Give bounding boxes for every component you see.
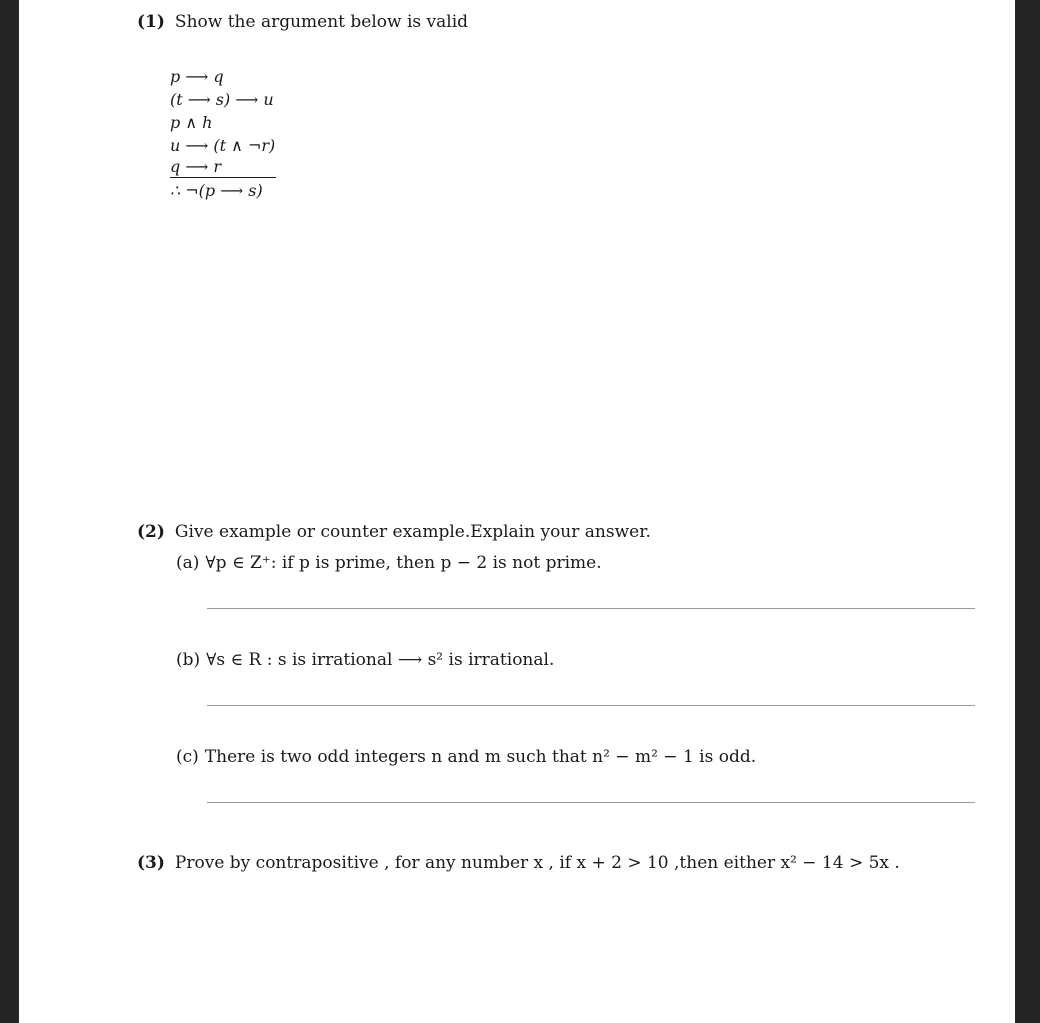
question-2 (137, 522, 651, 542)
question-2-text: Give example or counter example.Explain your answer. (174, 522, 651, 542)
question-3-number: (3) (137, 853, 165, 873)
question-1 (137, 12, 468, 32)
question-2a-label: (a) (176, 553, 200, 573)
premise-4: u ⟶ (t ∧ ¬r) (170, 136, 276, 155)
question-2c-label: (c) (176, 747, 199, 767)
premise-5: q ⟶ r (170, 157, 221, 176)
conclusion-rule (170, 177, 276, 178)
answer-line-b[interactable] (207, 705, 975, 706)
answer-line-c[interactable] (207, 802, 975, 803)
conclusion: ∴ ¬(p ⟶ s) (170, 181, 263, 200)
question-1-text: Show the argument below is valid (174, 12, 469, 32)
question-3-text: Prove by contrapositive , for any number x , if x + 2 > 10 ,then either x² − 14 > 5x . (174, 853, 900, 873)
left-dark-border (0, 0, 19, 1023)
right-dark-border (1015, 0, 1040, 1023)
question-2a (176, 553, 602, 573)
question-2b-text: ∀s ∈ R : s is irrational ⟶ s² is irrational. (206, 650, 555, 670)
question-2a-text: ∀p ∈ Z⁺: if p is prime, then p − 2 is not prime. (205, 553, 602, 573)
question-2b (176, 650, 554, 670)
answer-line-a[interactable] (207, 608, 975, 609)
premise-2: (t ⟶ s) ⟶ u (170, 90, 274, 109)
question-2c (176, 747, 756, 767)
premise-1: p ⟶ q (170, 67, 224, 86)
question-3 (137, 853, 900, 873)
premise-3: p ∧ h (170, 113, 213, 132)
document-page (19, 0, 1015, 1023)
question-2c-text: There is two odd integers n and m such that n² − m² − 1 is odd. (204, 747, 757, 767)
question-1-number: (1) (137, 12, 165, 32)
question-2-number: (2) (137, 522, 165, 542)
question-2b-label: (b) (176, 650, 201, 670)
